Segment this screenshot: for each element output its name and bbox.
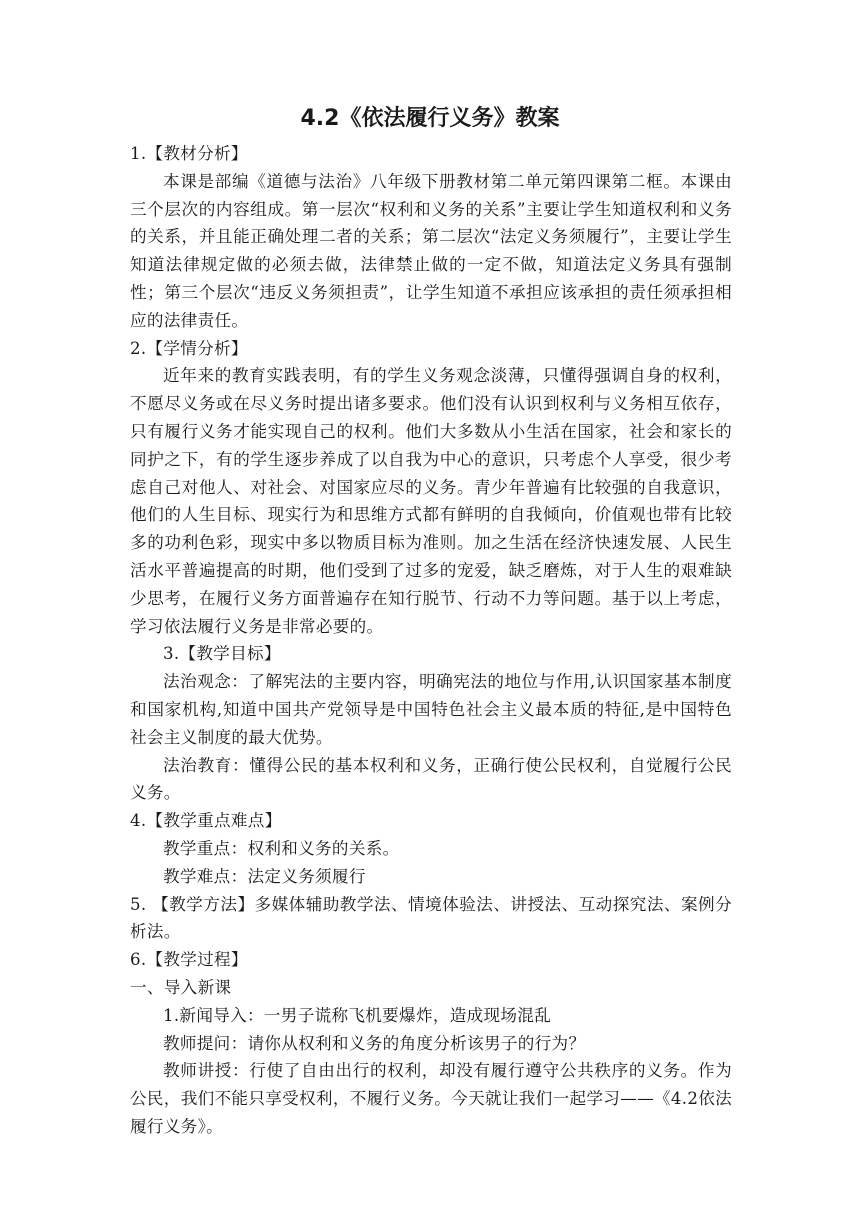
paragraph: 本课是部编《道德与法治》八年级下册教材第二单元第四课第二框。本课由三个层次的内容组成。第一层次“权利和义务的关系”主要让学生知道权利和义务的关系，并且能正确处理二者的关系；第二层次“法定义务须履行”，主要让学生知道法律规定做的必须去做，法律禁止做的一定不做，知道法定义务具有强制性；第三个层次“违反义务须担责”，让学生知道不承担应该承担的责任须承担相应的法律责任。 [130, 171, 732, 330]
paragraph: 近年来的教育实践表明，有的学生义务观念淡薄，只懂得强调自身的权利，不愿尽义务或在尽义务时提出诸多要求。他们没有认识到权利与义务相互依存，只有履行义务才能实现自己的权利。他们大多数从小生活在国家，社会和家长的同护之下，有的学生逐步养成了以自我为中心的意识，只考虑个人享受，很少考虑自己对他人、对社会、对国家应尽的义务。青少年普遍有比较强的自我意识，他们的人生目标、现实行为和思维方式都有鲜明的自我倾向，价值观也带有比较多的功利色彩，现实中多以物质目标为准则。加之生活在经济快速发展、人民生活水平普遍提高的时期，他们受到了过多的宠爱，缺乏磨炼，对于人生的艰难缺少思考，在履行义务方面普遍存在知行脱节、行动不力等问题。基于以上考虑，学习依法履行义务是非常必要的。 [130, 366, 732, 636]
section-heading: 4.【教学重点难点】 [130, 811, 282, 831]
paragraph: 教师提问：请你从权利和义务的角度分析该男子的行为？ [163, 1033, 586, 1053]
section-heading: 6.【教学过程】 [130, 950, 248, 970]
paragraph: 教学重点：权利和义务的关系。 [163, 838, 400, 858]
paragraph: 5. 【教学方法】多媒体辅助教学法、情境体验法、讲授法、互动探究法、案例分析法。 [130, 894, 732, 942]
section-heading: 1.【教材分析】 [130, 144, 248, 163]
section-heading: 2.【学情分析】 [130, 338, 248, 358]
paragraph: 法治教育：懂得公民的基本权利和义务，正确行使公民权利，自觉履行公民义务。 [130, 755, 732, 803]
document-body [130, 140, 732, 1141]
paragraph: 1.新闻导入：一男子谎称飞机要爆炸，造成现场混乱 [163, 1005, 552, 1025]
paragraph: 教师讲授：行使了自由出行的权利，却没有履行遵守公共秩序的义务。作为公民，我们不能只享受权利，不履行义务。今天就让我们一起学习——《4.2依法履行义务》。 [130, 1061, 732, 1136]
paragraph: 教学难点：法定义务须履行 [163, 866, 366, 886]
paragraph: 法治观念：了解宪法的主要内容，明确宪法的地位与作用,认识国家基本制度和国家机构,知道中国共产党领导是中国特色社会主义最本质的特征,是中国特色社会主义制度的最大优势。 [130, 672, 732, 747]
document-title: 4.2《依法履行义务》教案 [300, 106, 560, 131]
section-heading: 3.【教学目标】 [163, 644, 281, 664]
subsection-heading: 一、导入新课 [130, 977, 232, 997]
